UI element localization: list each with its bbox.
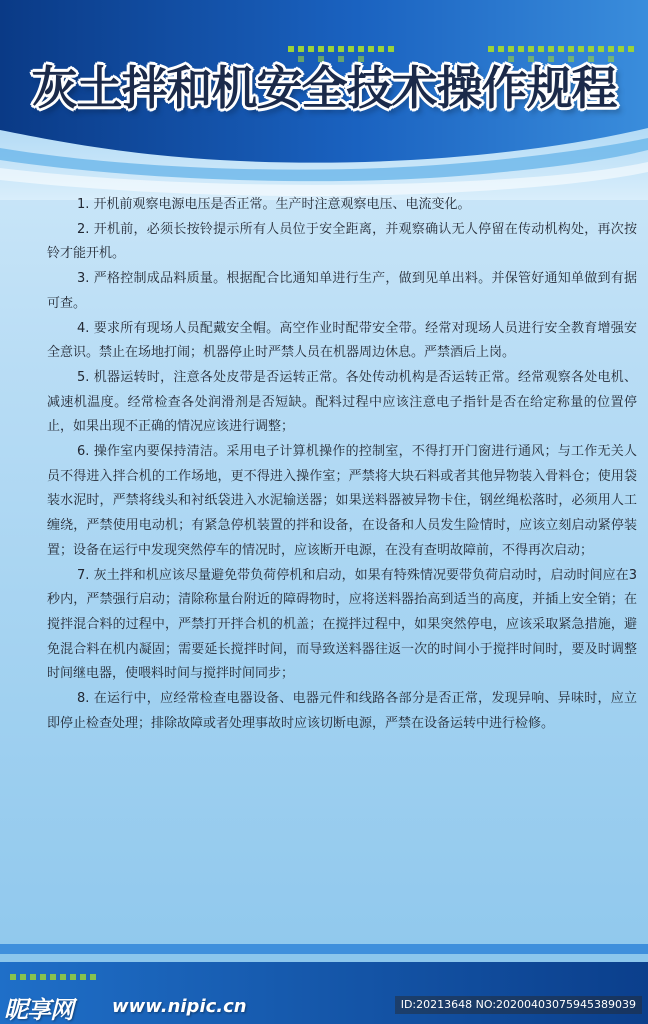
rule-item: 8. 在运行中，应经常检查电器设备、电器元件和线路各部分是否正常，发现异响、异味时，应立即停止检查处理；排除故障或者处理事故时应该切断电源，严禁在设备运转中进行检修。 xyxy=(47,691,637,731)
rule-item: 2. 开机前，必须长按铃提示所有人员位于安全距离，并观察确认无人停留在传动机构处，再次按铃才能开机。 xyxy=(47,221,637,262)
rule-item: 7. 灰土拌和机应该尽量避免带负荷停机和启动，如果有特殊情况要带负荷启动时，启动时间应在3秒内，严禁强行启动；清除称量台附近的障碍物时，应将送料器抬高到适当的高度，并插上安全销；在搅拌混合料的过程中，严禁打开拌合机的机盖；在搅拌过程中，如果突然停电，应该采取紧急措施，避免混合料在机内凝固；需要延长搅拌时间，而导致送料器往返一次的时间小于搅拌时间时，要及时调整时间继电器，使喂料时间与搅拌时间同步； xyxy=(47,567,637,682)
footer-brand-logo: 昵享网 xyxy=(4,996,73,1024)
rule-item: 6. 操作室内要保持清洁。采用电子计算机操作的控制室，不得打开门窗进行通风；与工作无关人员不得进入拌合机的工作场地，更不得进入操作室；严禁将大块石料或者其他异物装入骨料仓；使用袋装水泥时，严禁将线头和衬纸袋进入水泥输送器；如果送料器被异物卡住，钢丝绳松落时，必须用人工缠绕，严禁使用电动机；有紧急停机装置的拌和设备，在设备和人员发生险情时，应该立刻启动紧停装置；设备在运行中发现突然停车的情况时，应该断开电源，在没有查明故障前，不得再次启动； xyxy=(47,444,637,558)
rule-item: 1. 开机前观察电源电压是否正常。生产时注意观察电压、电流变化。 xyxy=(77,197,471,212)
footer-id-label: ID:20213648 NO:20200403075945389039 xyxy=(395,996,642,1014)
rules-list xyxy=(47,193,637,736)
rule-item: 3. 严格控制成品料质量。根据配合比通知单进行生产，做到见单出料。并保管好通知单做到有据可查。 xyxy=(47,271,637,311)
footer-url[interactable]: www.nipic.cn xyxy=(112,996,247,1017)
rule-item: 5. 机器运转时，注意各处皮带是否运转正常。各处传动机构是否运转正常。经常观察各处电机、减速机温度。经常检查各处润滑剂是否短缺。配料过程中应该注意电子指针是否在给定称量的位置停止，如果出现不正确的情况应该进行调整； xyxy=(47,369,637,435)
page-title: 灰土拌和机安全技术操作规程 xyxy=(31,61,617,115)
rule-item: 4. 要求所有现场人员配戴安全帽。高空作业时配带安全带。经常对现场人员进行安全教育增强安全意识。禁止在场地打闹；机器停止时严禁人员在机器周边休息。严禁酒后上岗。 xyxy=(47,320,637,361)
